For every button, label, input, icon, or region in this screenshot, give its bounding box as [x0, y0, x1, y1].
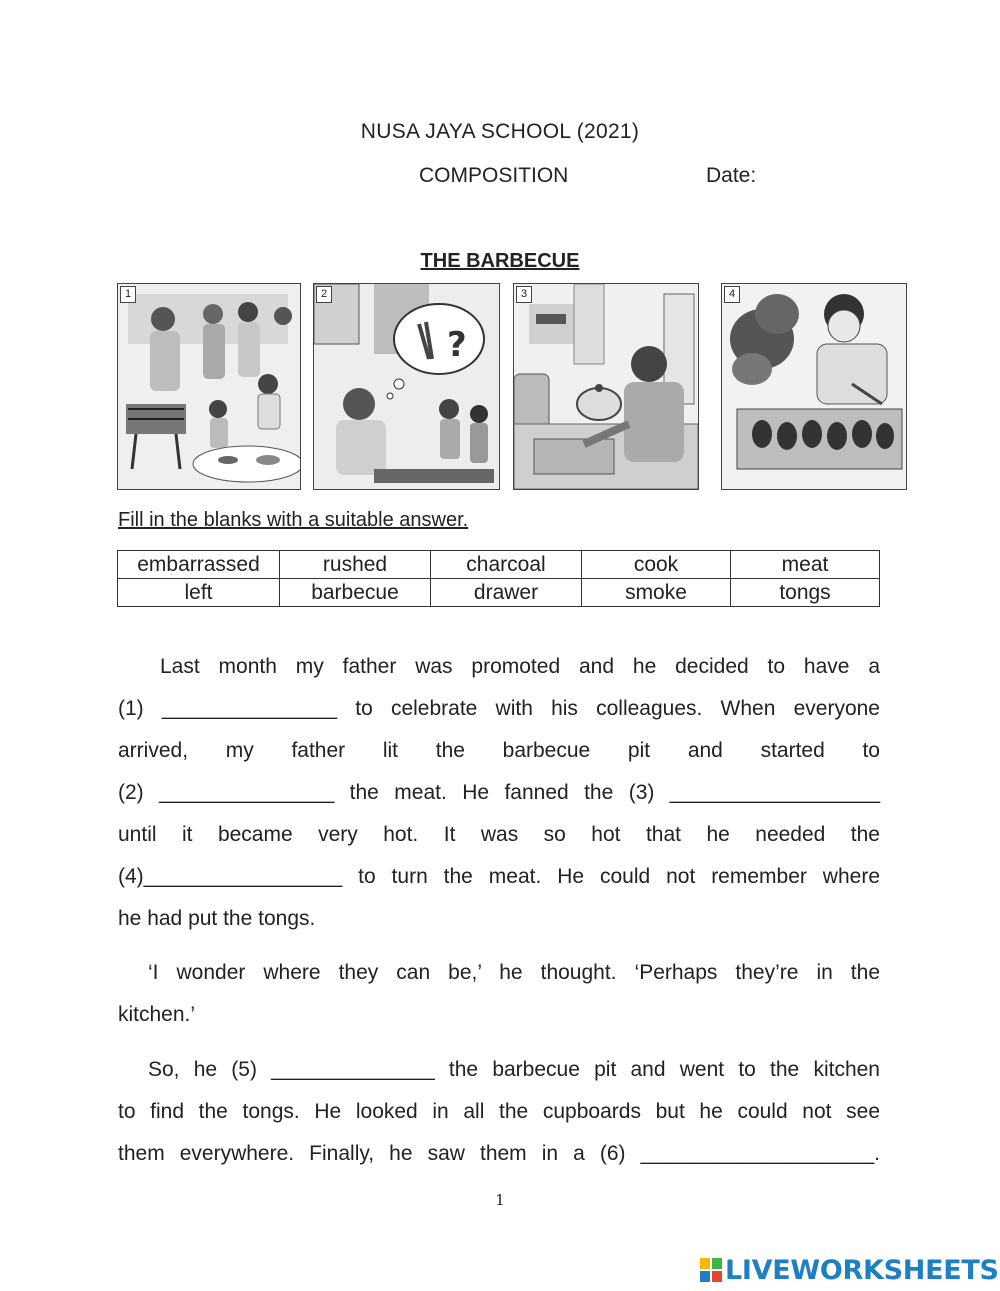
school-name: NUSA JAYA SCHOOL (2021)	[360, 120, 640, 143]
passage-line: to find the tongs. He looked in all the cupboards but he could not see	[118, 1100, 880, 1123]
panel-number: 3	[516, 286, 532, 303]
paragraph-2	[118, 952, 880, 1036]
picture-panel-3	[513, 283, 699, 490]
panel-number: 1	[120, 286, 136, 303]
passage-line: ‘I wonder where they can be,’ he thought. ‘Perhaps they’re in the	[148, 961, 880, 984]
svg-text:?: ?	[447, 325, 467, 365]
composition-title: THE BARBECUE	[420, 250, 580, 272]
word-cell: drawer	[431, 579, 582, 607]
burnt-meat-illustration	[722, 284, 906, 489]
page-number: 1	[495, 1191, 505, 1209]
panel-number: 4	[724, 286, 740, 303]
passage-line: them everywhere. Finally, he saw them in a (6) ____________________.	[118, 1142, 880, 1165]
word-bank-row-1	[118, 551, 880, 579]
picture-panel-1	[117, 283, 301, 490]
passage-line: (2) _______________ the meat. He fanned the (3) __________________	[118, 781, 880, 804]
word-cell: charcoal	[431, 551, 582, 579]
word-cell: smoke	[582, 579, 731, 607]
paragraph-3	[118, 1049, 880, 1175]
word-cell: left	[118, 579, 280, 607]
subject-label: COMPOSITION	[419, 164, 569, 187]
passage-line: arrived, my father lit the barbecue pit and started to	[118, 739, 880, 762]
word-bank-table	[117, 550, 880, 607]
liveworksheets-logo-icon	[700, 1258, 722, 1282]
liveworksheets-brand[interactable]: LIVEWORKSHEETS	[725, 1255, 999, 1286]
instruction: Fill in the blanks with a suitable answer.	[118, 509, 469, 531]
picture-panel-2	[313, 283, 500, 490]
picture-panel-4	[721, 283, 907, 490]
passage-line: until it became very hot. It was so hot that he needed the	[118, 823, 880, 846]
word-cell: embarrassed	[118, 551, 280, 579]
passage-line: he had put the tongs.	[118, 907, 316, 930]
word-cell: rushed	[280, 551, 431, 579]
word-cell: meat	[731, 551, 880, 579]
passage-line: kitchen.’	[118, 1003, 196, 1026]
passage-line: Last month my father was promoted and he decided to have a	[160, 655, 880, 678]
word-cell: barbecue	[280, 579, 431, 607]
word-cell: cook	[582, 551, 731, 579]
date-label: Date:	[706, 164, 757, 187]
barbecue-party-illustration	[118, 284, 300, 489]
word-cell: tongs	[731, 579, 880, 607]
panel-number: 2	[316, 286, 332, 303]
passage-line: So, he (5) ______________ the barbecue pit and went to the kitchen	[148, 1058, 880, 1081]
word-bank-row-2	[118, 579, 880, 607]
father-wondering-illustration	[314, 284, 499, 489]
passage-line: (4)_________________ to turn the meat. He could not remember where	[118, 865, 880, 888]
paragraph-1	[118, 646, 880, 940]
kitchen-search-illustration	[514, 284, 698, 489]
passage-line: (1) _______________ to celebrate with his colleagues. When everyone	[118, 697, 880, 720]
